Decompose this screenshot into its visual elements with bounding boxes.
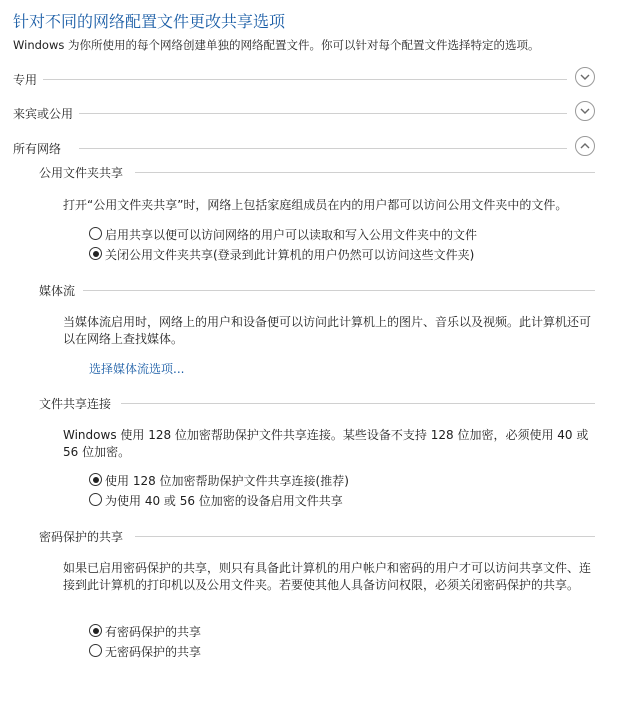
group-divider bbox=[43, 79, 567, 80]
group-divider bbox=[79, 113, 567, 114]
section-public-folder-label: 公用文件夹共享 bbox=[39, 166, 124, 180]
radio-label: 有密码保护的共享 bbox=[105, 625, 202, 639]
section-divider bbox=[83, 290, 595, 291]
section-divider bbox=[135, 536, 595, 537]
section-media-label: 媒体流 bbox=[39, 284, 76, 298]
group-private[interactable] bbox=[13, 67, 595, 91]
group-guest-label: 来宾或公用 bbox=[13, 107, 74, 121]
radio-label: 启用共享以便可以访问网络的用户可以读取和写入公用文件夹中的文件 bbox=[105, 228, 478, 242]
radio-label: 无密码保护的共享 bbox=[105, 645, 202, 659]
radio-button[interactable] bbox=[89, 493, 102, 506]
expand-chevron-private[interactable] bbox=[575, 67, 595, 87]
section-public-folder-header bbox=[39, 164, 595, 180]
section-public-folder-description: 打开“公用文件夹共享”时，网络上包括家庭组成员在内的用户都可以访问公用文件夹中的文件。 bbox=[63, 198, 568, 212]
section-password-header bbox=[39, 528, 595, 544]
section-divider bbox=[121, 403, 595, 404]
radio-button[interactable] bbox=[89, 247, 102, 260]
chevron-up-icon bbox=[579, 140, 591, 152]
section-password-label: 密码保护的共享 bbox=[39, 530, 124, 544]
radio-label: 使用 128 位加密帮助保护文件共享连接(推荐) bbox=[105, 474, 349, 488]
radio-label: 为使用 40 或 56 位加密的设备启用文件共享 bbox=[105, 494, 343, 508]
section-media-description: 当媒体流启用时，网络上的用户和设备便可以访问此计算机上的图片、音乐以及视频。此计算机还可以在网络上查找媒体。 bbox=[63, 315, 592, 346]
group-all-networks[interactable] bbox=[13, 136, 595, 160]
radio-button[interactable] bbox=[89, 624, 102, 637]
section-file-sharing-description: Windows 使用 128 位加密帮助保护文件共享连接。某些设备不支持 128 位加密，必须使用 40 或 56 位加密。 bbox=[63, 428, 589, 459]
section-media-header bbox=[39, 282, 595, 298]
group-private-label: 专用 bbox=[13, 73, 38, 87]
section-file-sharing-header bbox=[39, 395, 595, 411]
collapse-chevron-all[interactable] bbox=[575, 136, 595, 156]
page-description: Windows 为你所使用的每个网络创建单独的网络配置文件。你可以针对每个配置文件选择特定的选项。 bbox=[13, 38, 540, 52]
chevron-down-icon bbox=[579, 71, 591, 83]
group-all-label: 所有网络 bbox=[13, 142, 62, 156]
section-file-sharing-label: 文件共享连接 bbox=[39, 397, 112, 411]
page-title: 针对不同的网络配置文件更改共享选项 bbox=[13, 12, 286, 31]
section-password-description: 如果已启用密码保护的共享，则只有具备此计算机的用户帐户和密码的用户才可以访问共享文件、连接到此计算机的打印机以及公用文件夹。若要使其他人具备访问权限，必须关闭密码保护的共享。 bbox=[63, 561, 592, 592]
section-divider bbox=[135, 172, 595, 173]
group-divider bbox=[79, 148, 567, 149]
radio-button[interactable] bbox=[89, 473, 102, 486]
radio-label: 关闭公用文件夹共享(登录到此计算机的用户仍然可以访问这些文件夹) bbox=[105, 248, 475, 262]
radio-button[interactable] bbox=[89, 644, 102, 657]
chevron-down-icon bbox=[579, 105, 591, 117]
expand-chevron-guest[interactable] bbox=[575, 101, 595, 121]
radio-button[interactable] bbox=[89, 227, 102, 240]
group-guest-public[interactable] bbox=[13, 101, 595, 125]
media-streaming-options-link[interactable]: 选择媒体流选项... bbox=[89, 362, 185, 376]
